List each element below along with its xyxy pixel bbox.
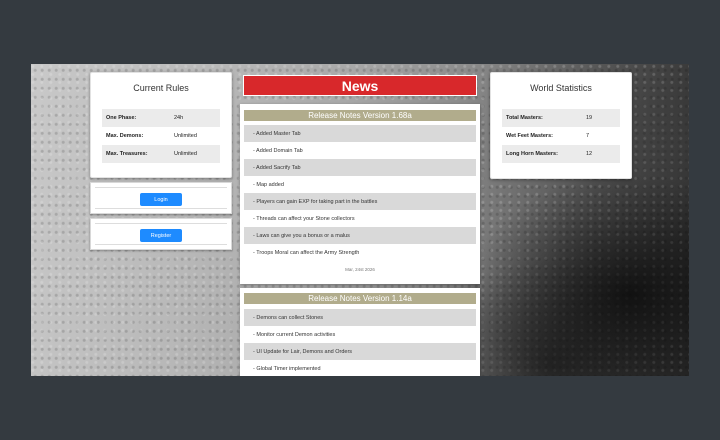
release-notes-date: Mar, 24st 2026 [345,267,375,272]
world-label: Wet Feet Masters: [506,133,553,139]
current-rules-card [90,72,232,178]
release-notes-title: Release Notes Version 1.14a [244,293,476,304]
world-statistics-card [490,72,632,179]
rules-label: Max. Treasures: [106,151,148,157]
login-button[interactable]: Login [140,193,182,206]
release-note-item: - Troops Moral can affect the Army Strength [253,249,360,256]
register-card-inner [95,223,227,245]
release-note-item: - Players can gain EXP for taking part in the battles [244,193,476,210]
release-note-item: - Monitor current Demon activities [253,331,336,338]
rules-table [102,109,220,163]
current-rules-title: Current Rules [133,83,189,93]
world-label: Long Horn Masters: [506,151,558,157]
rules-value: Unlimited [174,133,197,139]
login-card-inner [95,187,227,209]
release-note-item: - Added Domain Tab [253,147,303,154]
world-row-long-horn [502,145,620,163]
release-notes-card [240,288,480,376]
register-card [90,218,232,250]
rules-row-treasures [102,145,220,163]
login-card [90,182,232,214]
world-label: Total Masters: [506,115,543,121]
world-value: 7 [586,133,590,139]
rules-row-demons [102,127,220,145]
release-note-item: - Added Sacrify Tab [244,159,476,176]
world-statistics-table [502,109,620,163]
rules-row-phase [102,109,220,127]
release-note-item: - Demons can collect Stones [244,309,476,326]
world-row-total [502,109,620,127]
rules-value: 24h [174,115,184,121]
release-note-item: - Map added [253,181,284,188]
world-value: 12 [586,151,593,157]
release-notes-card [240,104,480,284]
release-note-item: - UI Update for Lair, Demons and Orders [244,343,476,360]
news-header: News [244,76,476,95]
release-note-item: - Added Master Tab [244,125,476,142]
rules-value: Unlimited [174,151,197,157]
register-button[interactable]: Register [140,229,182,242]
release-note-item: - Global Timer implemented [253,365,321,372]
release-note-item: - Laws can give you a bonus or a malus [244,227,476,244]
rules-label: One Phase: [106,115,137,121]
rules-label: Max. Demons: [106,133,144,139]
release-note-item: - Threads can affect your Stone collectors [253,215,355,222]
world-statistics-title: World Statistics [530,83,592,93]
world-row-wet-feet [502,127,620,145]
world-value: 19 [586,115,593,121]
release-notes-title: Release Notes Version 1.68a [244,110,476,121]
background-panel [31,64,689,376]
